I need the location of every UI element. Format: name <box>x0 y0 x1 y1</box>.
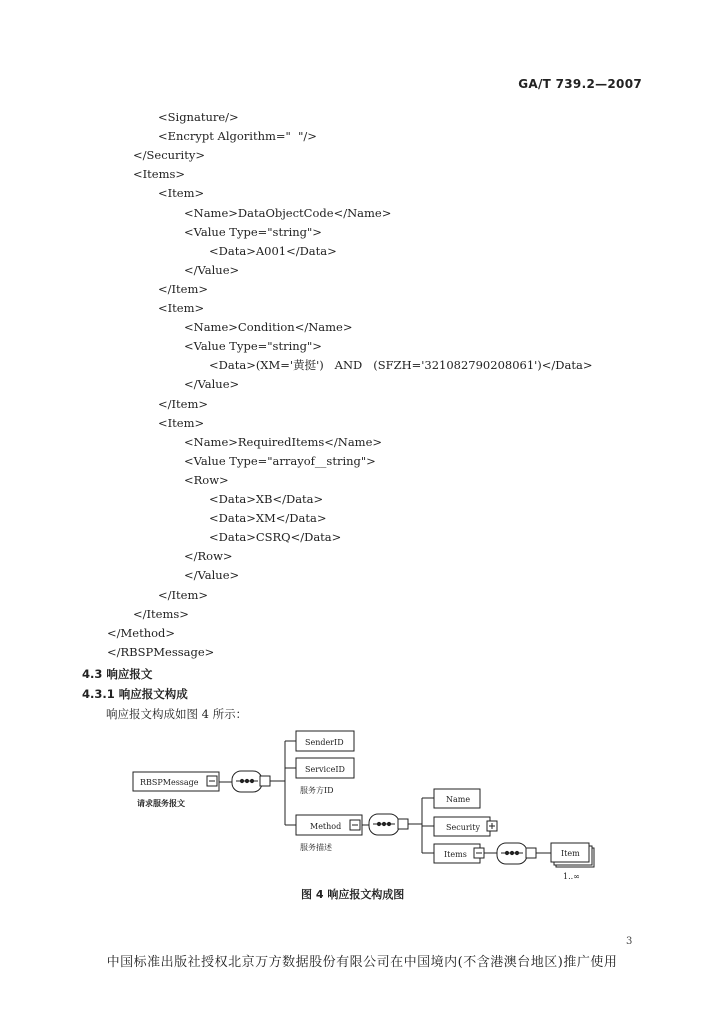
code-line: </Items> <box>133 606 189 621</box>
code-line: <Name>RequiredItems</Name> <box>184 434 383 449</box>
code-line: <Value Type="arrayof__string"> <box>184 453 376 468</box>
senderid-label: SenderID <box>305 738 344 747</box>
response-structure-diagram <box>0 722 724 892</box>
method-label: Method <box>310 822 342 831</box>
code-line: <Data>XB</Data> <box>209 492 324 506</box>
code-line: <Value Type="string"> <box>184 224 322 239</box>
code-line: </Item> <box>158 281 209 296</box>
code-line: <Data>A001</Data> <box>209 243 337 258</box>
code-line: <Encrypt Algorithm=" "/> <box>158 129 317 144</box>
code-line: </Row> <box>184 549 233 564</box>
section-heading-4-3: 4.3 响应报文 <box>82 667 153 681</box>
code-line: <Signature/> <box>158 110 239 124</box>
code-line: </Value> <box>184 377 240 392</box>
code-line: </RBSPMessage> <box>107 644 215 659</box>
items-label: Items <box>444 850 467 859</box>
code-line: </Item> <box>158 396 209 411</box>
serviceid-label: ServiceID <box>305 765 345 774</box>
item-label: Item <box>561 849 580 858</box>
name-label: Name <box>446 795 471 804</box>
code-line: </Value> <box>184 262 240 277</box>
code-line: <Data>CSRQ</Data> <box>209 530 342 545</box>
code-line: <Item> <box>158 415 205 430</box>
standard-number: GA/T 739.2—2007 <box>518 77 642 91</box>
code-line: </Method> <box>107 625 176 640</box>
method-caption: 服务描述 <box>300 843 332 852</box>
code-line: <Row> <box>184 472 229 487</box>
service-caption: 服务方ID <box>300 786 334 795</box>
code-line: </Item> <box>158 587 209 602</box>
code-line: <Value Type="string"> <box>184 339 322 354</box>
code-line: <Items> <box>133 167 186 182</box>
root-caption: 请求服务报文 <box>137 798 185 808</box>
code-line: <Data>XM</Data> <box>209 511 327 526</box>
code-line: <Data>(XM='黄挺') AND (SFZH='321082790208061')</Data> <box>209 358 593 373</box>
intro-paragraph: 响应报文构成如图 4 所示： <box>106 707 248 721</box>
code-line: <Name>Condition</Name> <box>184 320 353 335</box>
page-number: 3 <box>626 936 633 947</box>
cardinality-label: 1..∞ <box>563 872 580 881</box>
code-line: <Name>DataObjectCode</Name> <box>184 205 392 220</box>
code-line: </Value> <box>184 568 240 583</box>
figure-caption: 图 4 响应报文构成图 <box>301 888 405 901</box>
code-line: <Item> <box>158 301 205 315</box>
footer-notice: 中国标准出版社授权北京万方数据股份有限公司在中国境内(不含港澳台地区)推广使用 <box>106 955 618 970</box>
code-line: <Item> <box>158 186 205 201</box>
section-heading-4-3-1: 4.3.1 响应报文构成 <box>82 687 188 701</box>
code-line: </Security> <box>133 148 205 163</box>
security-label: Security <box>446 823 480 832</box>
rbspmessage-label: RBSPMessage <box>140 778 199 787</box>
